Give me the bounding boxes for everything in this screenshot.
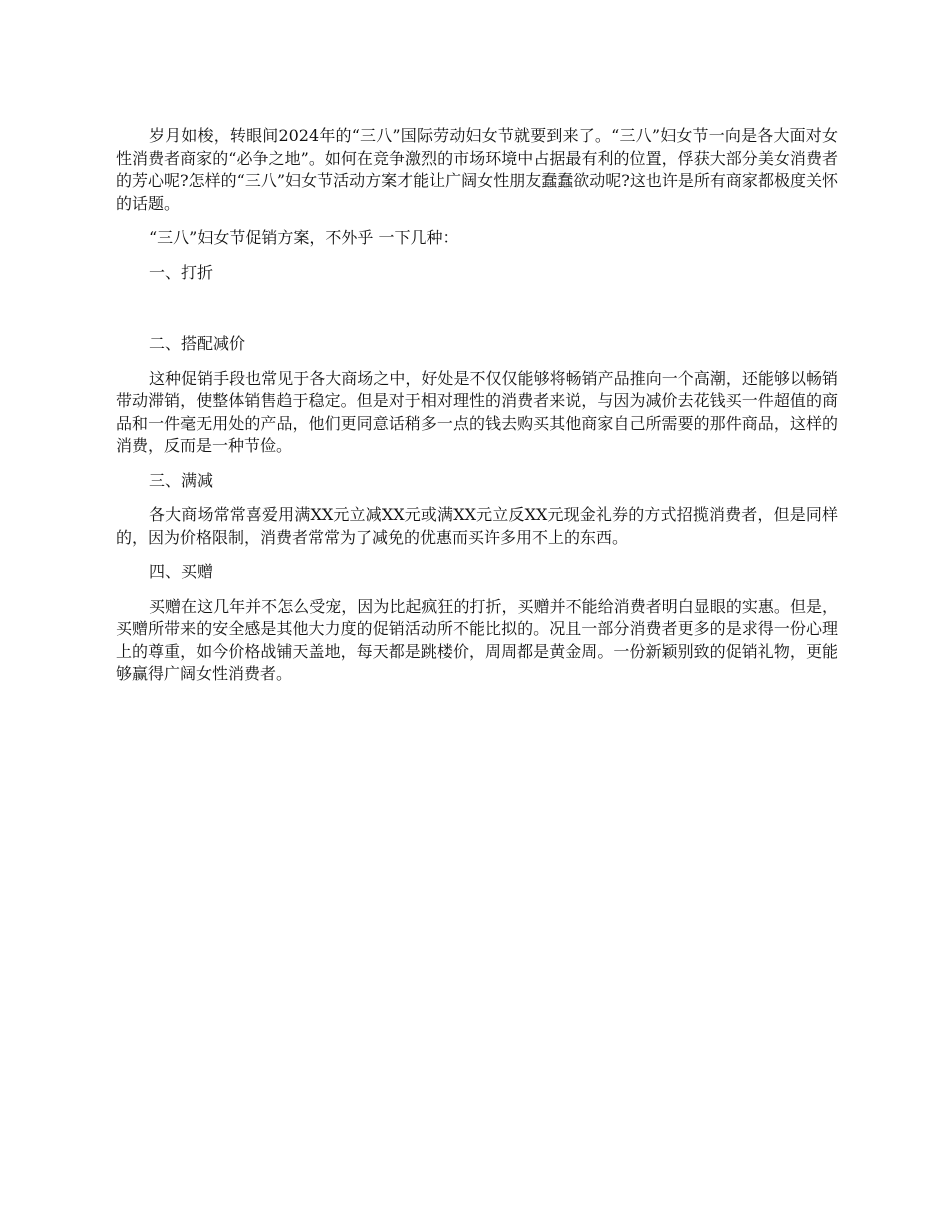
threshold-paragraph: 各大商场常常喜爱用满XX元立减XX元或满XX元立反XX元现金礼券的方式招揽消费者，但是同样的，因为价格限制，消费者常常为了减免的优惠而买许多用不上的东西。 [116,505,838,547]
section-heading-discount: 一、打折 [149,262,214,282]
gift-paragraph: 买赠在这几年并不怎么受宠，因为比起疯狂的打折，买赠并不能给消费者明白显眼的实惠。但是，买赠所带来的安全感是其他大力度的促销活动所不能比拟的。况且一部分消费者更多的是求得一份心理上的尊重，如今价格战铺天盖地，每天都是跳楼价，周周都是黄金周。一份新颖别致的促销礼物，更能够赢得广阔女性消费者。 [116,596,838,683]
intro-paragraph: 岁月如梭，转眼间2024年的“三八”国际劳动妇女节就要到来了。“三八”妇女节一向是各大面对女性消费者商家的“必争之地”。如何在竞争激烈的市场环境中占据最有利的位置，俘获大部分美女消费者的芳心呢?怎样的“三八”妇女节活动方案才能让广阔女性朋友蠢蠢欲动呢?这也许是所有商家都极度关怀的话题。 [116,126,838,213]
section-heading-gift: 四、买赠 [149,562,214,581]
document-body [116,125,838,698]
section-heading-bundle: 二、搭配减价 [149,334,246,353]
promotion-intro: “三八”妇女节促销方案，不外乎 一下几种： [149,228,459,247]
section-heading-threshold: 三、满减 [149,470,214,490]
bundle-paragraph: 这种促销手段也常见于各大商场之中，好处是不仅仅能够将畅销产品推向一个高潮，还能够以畅销带动滞销，使整体销售趋于稳定。但是对于相对理性的消费者来说，与因为减价去花钱买一件超值的商品和一件毫无用处的产品，他们更同意话稍多一点的钱去购买其他商家自己所需要的那件商品，这样的消费，反而是一种节俭。 [116,368,838,455]
